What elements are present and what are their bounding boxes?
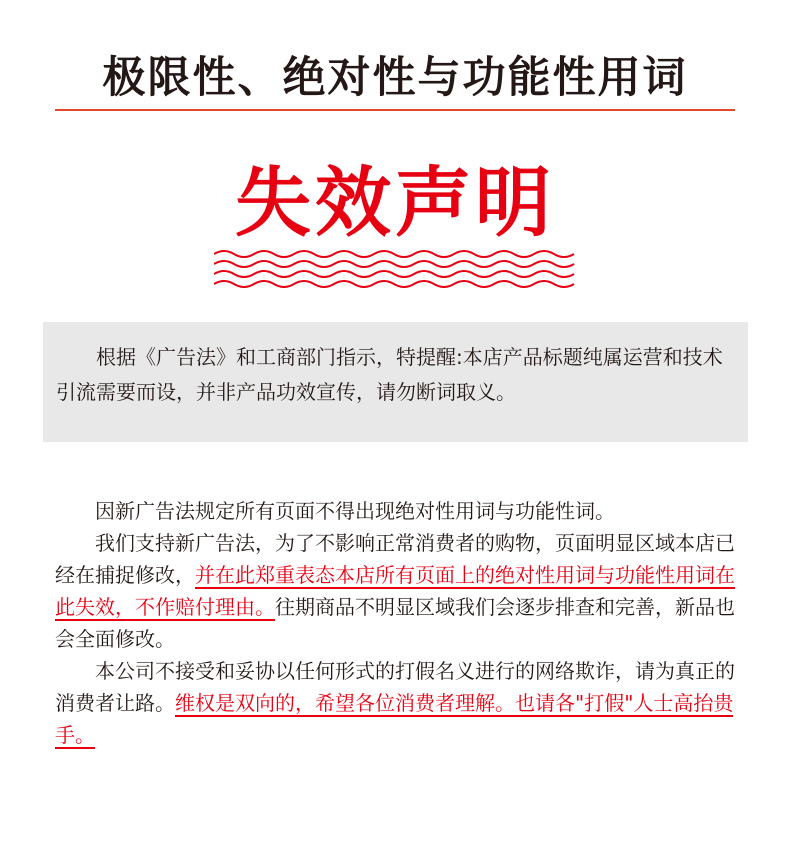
paragraph-2-highlight: 并在此郑重表态本店所有页面上的绝对性用词与功能性用词在此失效，不作赔付理由。 <box>55 563 735 619</box>
paragraph-2-text-a: 我们支持新广告法，为了不影响正常消费者的购物，页面明显区域本店已经在捕捉修改， <box>55 531 735 587</box>
notice-text-content: 根据《广告法》和工商部门指示，特提醒:本店产品标题纯属运营和技术引流需要而设，并非产品功效宣传，请勿断词取义。 <box>56 345 723 404</box>
wave-line <box>214 271 574 277</box>
paragraph-3 <box>55 655 740 751</box>
wave-decoration <box>214 248 576 288</box>
disclaimer-headline: 失效声明 <box>235 158 555 247</box>
paragraph-3-highlight: 维权是双向的，希望各位消费者理解。也请各"打假"人士高抬贵手。 <box>55 691 734 747</box>
disclaimer-body <box>55 495 740 751</box>
wave-line <box>214 261 574 267</box>
wave-line <box>214 251 574 257</box>
notice-text <box>56 340 736 410</box>
wave-line <box>214 281 574 287</box>
paragraph-3-text-a: 本公司不接受和妥协以任何形式的打假名义进行的网络欺诈，请为真正的消费者让路。 <box>55 659 735 715</box>
paragraph-2-text-b: 往期商品不明显区域我们会逐步排查和完善，新品也会全面修改。 <box>55 595 735 651</box>
paragraph-1: 因新广告法规定所有页面不得出现绝对性用词与功能性词。 <box>95 499 615 523</box>
page-title: 极限性、绝对性与功能性用词 <box>102 53 688 103</box>
notice-panel <box>43 322 748 442</box>
paragraph-2 <box>55 527 740 655</box>
title-divider <box>55 109 735 111</box>
